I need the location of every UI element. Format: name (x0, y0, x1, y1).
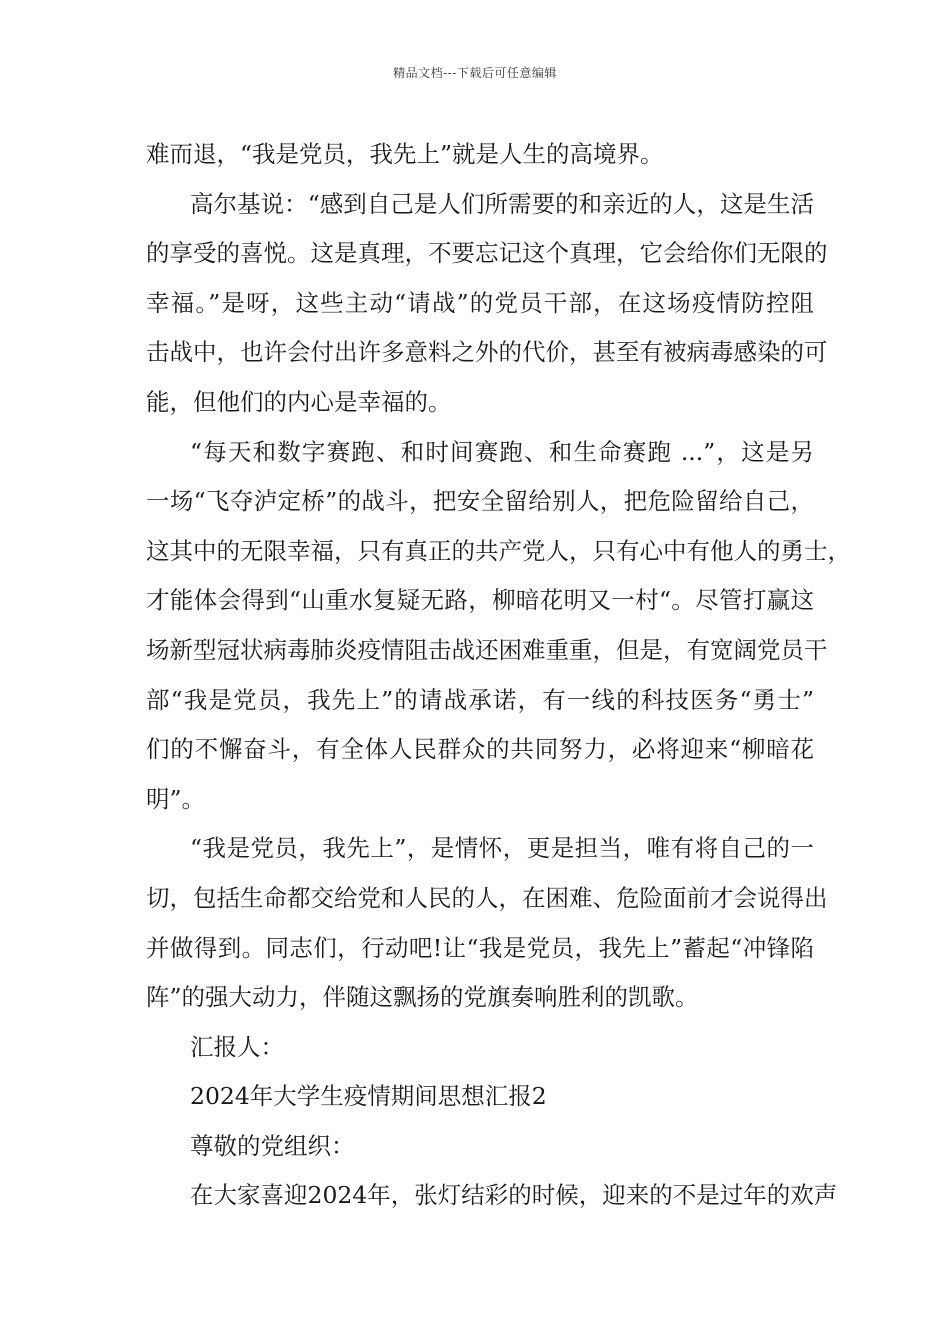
text-line: 能，但他们的内心是幸福的。 (146, 387, 452, 416)
text-line: 这其中的无限幸福，只有真正的共产党人，只有心中有他人的勇士， (146, 536, 851, 565)
text-line: 部“我是党员，我先上”的请战承诺，有一线的科技医务“勇士” (146, 685, 814, 714)
text-line: 的享受的喜悦。这是真理，不要忘记这个真理，它会给你们无限的 (146, 239, 828, 268)
text-line: 并做得到。同志们，行动吧!让“我是党员，我先上”蓄起“冲锋陷 (146, 933, 814, 962)
text-line: 切，包括生命都交给党和人民的人，在困难、危险面前才会说得出 (146, 883, 828, 912)
text-line: 才能体会得到“山重水复疑无路，柳暗花明又一村“。尽管打赢这 (146, 586, 814, 615)
text-line: 击战中，也许会付出许多意料之外的代价，甚至有被病毒感染的可 (146, 338, 828, 367)
text-line: 难而退，“我是党员，我先上”就是人生的高境界。 (146, 140, 664, 168)
text-line: 一场“飞夺泸定桥”的战斗，把安全留给别人，把危险留给自己， (146, 487, 814, 516)
text-line: “每天和数字赛跑、和时间赛跑、和生命赛跑 ...”，这是另 (190, 437, 814, 466)
text-line: 汇报人： (190, 1032, 284, 1061)
salutation: 尊敬的党组织： (190, 1131, 355, 1160)
text-line: 在大家喜迎2024年，张灯结彩的时候，迎来的不是过年的欢声 (190, 1181, 838, 1210)
page-header: 精品文档---下载后可任意编辑 (393, 66, 557, 80)
text-line: 高尔基说：“感到自己是人们所需要的和亲近的人，这是生活 (190, 189, 814, 218)
text-line: 幸福。”是呀，这些主动“请战”的党员干部，在这场疫情防控阻 (146, 288, 814, 317)
text-line: 们的不懈奋斗，有全体人民群众的共同努力，必将迎来“柳暗花 (146, 735, 814, 764)
text-line: 明”。 (146, 784, 206, 813)
text-line: “我是党员，我先上”，是情怀，更是担当，唯有将自己的一 (190, 834, 814, 863)
text-line: 阵”的强大动力，伴随这飘扬的党旗奏响胜利的凯歌。 (146, 983, 699, 1012)
document-body (146, 130, 851, 1221)
section-title: 2024年大学生疫情期间思想汇报2 (190, 1082, 547, 1111)
text-line: 场新型冠状病毒肺炎疫情阻击战还困难重重，但是，有宽阔党员干 (146, 635, 828, 664)
